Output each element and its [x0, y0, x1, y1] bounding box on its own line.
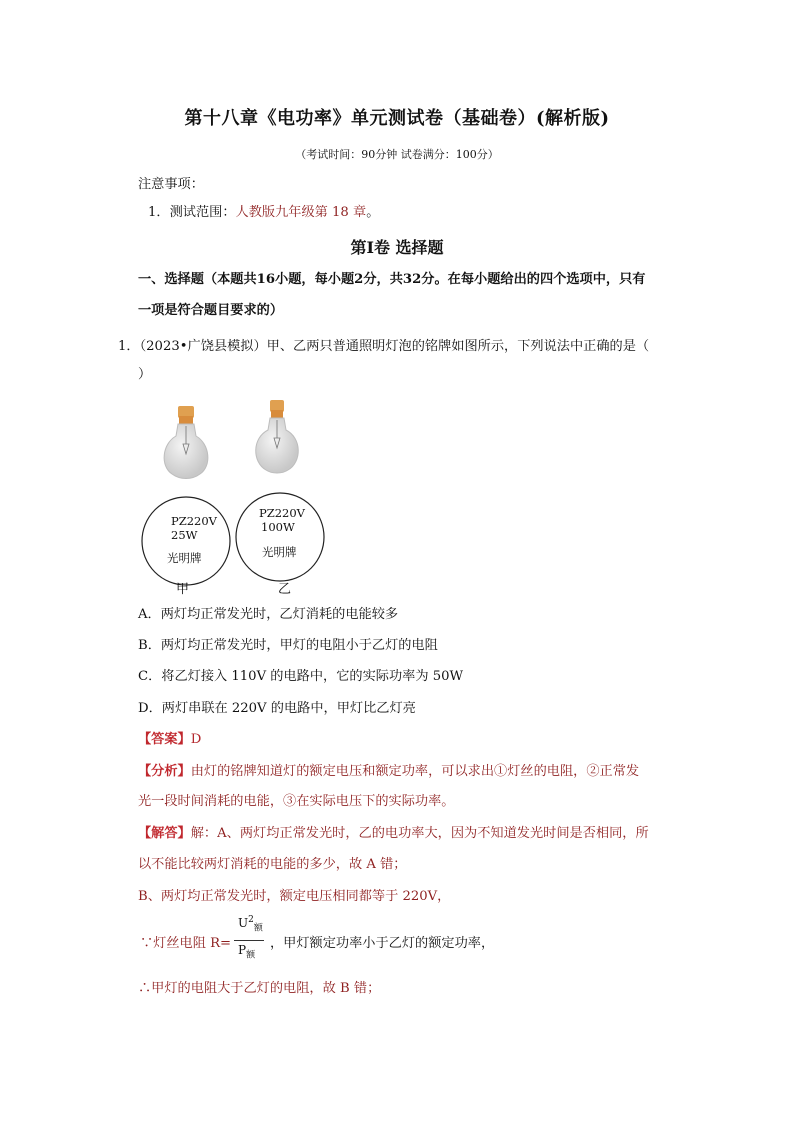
resistance-formula: [232, 915, 268, 965]
section-title: 第Ⅰ卷 选择题: [350, 238, 444, 257]
formula-den-subscript: 额: [246, 950, 256, 961]
bulb-b-icon: [256, 400, 299, 473]
solution-line4-post: ，甲灯额定功率小于乙灯的额定功率，: [270, 936, 495, 951]
answer-tag: 【答案】: [138, 732, 191, 747]
part1-heading-line2: 一项是符合题目要求的）: [138, 303, 284, 318]
notes-item-suffix: 章: [353, 205, 367, 220]
solution-tag: 【解答】: [138, 826, 191, 841]
notes-item-1: [148, 204, 379, 222]
bulb-a-label: 甲: [176, 582, 190, 597]
solution-line3: B、两灯均正常发光时，额定电压相同都等于 220V，: [138, 889, 451, 904]
solution-line4-pre: ∵灯丝电阻 R=: [140, 936, 232, 951]
fraction-bar: [234, 940, 264, 941]
notes-heading: 注意事项：: [138, 177, 204, 192]
analysis-tag: 【分析】: [138, 764, 191, 779]
question-stem-line1: 1．（2023•广饶县模拟）甲、乙两只普通照明灯泡的铭牌如图所示，下列说法中正确的是（: [118, 339, 650, 354]
option-b: B．两灯均正常发光时，甲灯的电阻小于乙灯的电阻: [138, 638, 438, 653]
option-d: D．两灯串联在 220V 的电路中，甲灯比乙灯亮: [138, 701, 416, 716]
nameplate-b-brand: 光明牌: [262, 545, 297, 559]
formula-num-subscript: 额: [253, 923, 263, 934]
solution-line2: 以不能比较两灯消耗的电能的多少，故 A 错；: [138, 857, 407, 872]
option-a: A．两灯均正常发光时，乙灯消耗的电能较多: [138, 607, 399, 622]
question-stem-line2: ）: [138, 367, 152, 382]
solution-line1: [138, 825, 649, 843]
formula-exponent: 2: [248, 915, 254, 925]
solution-text-1: 解：A、两灯均正常发光时，乙的电功率大，因为不知道发光时间是否相同，所: [190, 826, 649, 841]
option-c: C．将乙灯接入 110V 的电路中，它的实际功率为 50W: [138, 669, 464, 684]
nameplate-a-model: PZ220V: [171, 514, 217, 528]
formula-den-symbol: P: [238, 943, 247, 957]
formula-denominator: [238, 943, 255, 960]
exam-info: （考试时间：90分钟 试卷满分：100分）: [295, 148, 499, 161]
notes-item-prefix: 1．测试范围：: [148, 205, 236, 220]
bulb-a-icon: [164, 406, 208, 479]
analysis-line2: 光一段时间消耗的电能，③在实际电压下的实际功率。: [138, 794, 455, 809]
bulb-b-label: 乙: [278, 582, 292, 597]
answer-line: [138, 731, 201, 749]
nameplate-a-brand: 光明牌: [167, 551, 202, 565]
part1-heading-line1: 一、选择题（本题共16小题，每小题2分，共32分。在每小题给出的四个选项中，只有: [138, 272, 646, 287]
nameplate-b-model: PZ220V: [259, 506, 305, 520]
notes-item-end: 。: [366, 205, 380, 220]
solution-line5: ∴甲灯的电阻大于乙灯的电阻，故 B 错；: [138, 981, 381, 996]
formula-numerator: [238, 915, 263, 933]
notes-item-num: 18: [327, 205, 353, 220]
bulbs-figure: [130, 396, 350, 601]
analysis-text-1: 由灯的铭牌知道灯的额定电压和额定功率，可以求出①灯丝的电阻，②正常发: [190, 764, 640, 779]
page-title: 第十八章《电功率》单元测试卷（基础卷）(解析版): [184, 108, 610, 129]
notes-item-range: 人教版九年级第: [235, 205, 328, 220]
answer-value: D: [190, 732, 202, 747]
nameplate-b-power: 100W: [261, 520, 295, 534]
analysis-line1: [138, 763, 639, 781]
nameplate-a-power: 25W: [171, 528, 198, 542]
formula-num-symbol: U: [238, 916, 249, 930]
